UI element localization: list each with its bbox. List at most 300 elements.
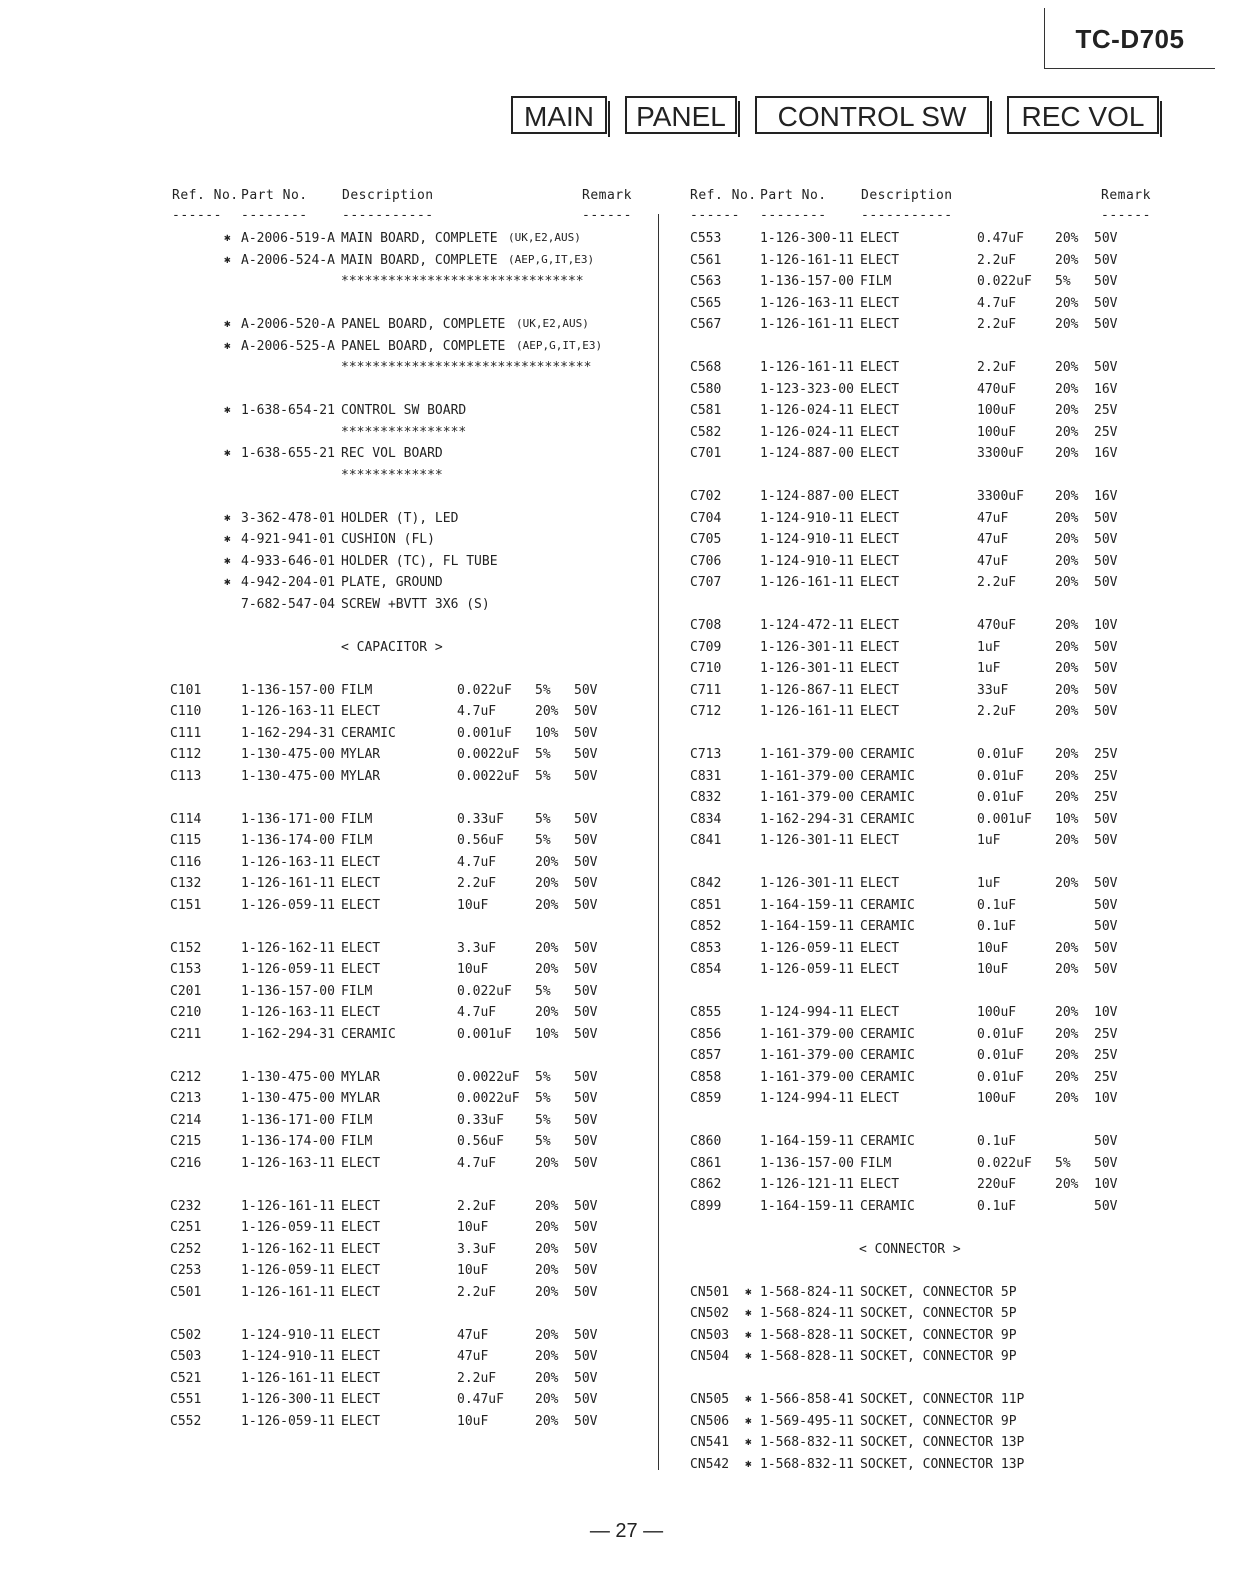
capacitor-row xyxy=(0,1392,658,1414)
ref-number: C232 xyxy=(170,1198,202,1214)
asterisk-mark: ✱ xyxy=(224,403,231,416)
part-type: ELECT xyxy=(341,1198,381,1214)
section-title: < CONNECTOR > xyxy=(859,1241,961,1257)
part-number: 1-126-059-11 xyxy=(241,897,335,913)
ref-number: C702 xyxy=(690,489,722,504)
part-type: ELECT xyxy=(860,532,900,547)
tolerance: 5% xyxy=(535,833,551,848)
spacer xyxy=(0,661,658,683)
voltage: 25V xyxy=(1094,403,1118,418)
voltage: 50V xyxy=(574,833,598,848)
ref-number: C113 xyxy=(170,768,202,784)
capacitance: 470uF xyxy=(977,618,1017,633)
part-type: ELECT xyxy=(860,489,900,504)
assembly-row xyxy=(0,360,658,382)
part-type: ELECT xyxy=(860,381,900,397)
part-type: MYLAR xyxy=(341,1069,381,1085)
ref-number: C708 xyxy=(690,618,722,633)
capacitance: 10uF xyxy=(457,1413,489,1429)
capacitance: 47uF xyxy=(977,510,1009,526)
part-number: 1-124-887-00 xyxy=(760,489,854,504)
ref-number: C112 xyxy=(170,747,202,762)
ref-number: C857 xyxy=(690,1048,722,1063)
capacitor-row xyxy=(0,1027,658,1049)
part-number: 1-136-171-00 xyxy=(241,1112,335,1128)
part-description: SOCKET, CONNECTOR 13P xyxy=(860,1456,1025,1472)
part-type: MYLAR xyxy=(341,1091,381,1106)
column-divider xyxy=(658,214,659,1470)
part-number: 1-126-059-11 xyxy=(241,1220,335,1235)
capacitor-row xyxy=(660,425,1253,447)
capacitance: 4.7uF xyxy=(457,704,497,719)
voltage: 25V xyxy=(1094,424,1118,440)
capacitor-row xyxy=(0,1113,658,1135)
capacitance: 2.2uF xyxy=(457,876,497,891)
tolerance: 20% xyxy=(1055,295,1079,311)
part-description: SOCKET, CONNECTOR 9P xyxy=(860,1413,1017,1429)
part-number: 1-136-157-00 xyxy=(241,682,335,698)
tolerance: 20% xyxy=(535,1241,559,1257)
capacitor-row xyxy=(660,575,1253,597)
part-number: 1-638-654-21 xyxy=(241,403,335,418)
part-type: ELECT xyxy=(341,1155,381,1171)
capacitor-row xyxy=(0,1091,658,1113)
part-type: ELECT xyxy=(860,704,900,719)
part-description: PLATE, GROUND xyxy=(341,575,443,590)
part-type: FILM xyxy=(341,1112,373,1128)
ref-number: C115 xyxy=(170,833,202,848)
part-type: FILM xyxy=(341,682,373,698)
ref-number: C713 xyxy=(690,747,722,762)
part-type: CERAMIC xyxy=(860,1134,915,1149)
ref-number: C832 xyxy=(690,790,722,805)
voltage: 50V xyxy=(574,1026,598,1042)
capacitance: 2.2uF xyxy=(457,1198,497,1214)
part-type: ELECT xyxy=(341,940,381,956)
header-rule: ------ xyxy=(172,208,222,223)
capacitance: 3300uF xyxy=(977,489,1024,504)
asterisk-mark: ✱ xyxy=(745,1284,752,1298)
spacer xyxy=(0,1048,658,1070)
tolerance: 20% xyxy=(1055,1091,1079,1106)
voltage: 50V xyxy=(574,1327,598,1343)
section-heading xyxy=(660,1242,1253,1264)
capacitance: 100uF xyxy=(977,424,1017,440)
part-type: FILM xyxy=(341,833,373,848)
capacitor-row xyxy=(0,1156,658,1178)
part-number: 1-126-161-11 xyxy=(760,252,854,268)
connector-row xyxy=(660,1457,1253,1479)
tolerance: 20% xyxy=(1055,231,1079,246)
voltage: 50V xyxy=(574,1349,598,1364)
ref-number: C152 xyxy=(170,940,202,956)
part-number: 1-126-161-11 xyxy=(760,575,854,590)
capacitance: 47uF xyxy=(457,1327,489,1343)
capacitance: 0.56uF xyxy=(457,833,504,848)
part-type: ELECT xyxy=(860,682,900,698)
section-heading xyxy=(0,640,658,662)
ref-number: C709 xyxy=(690,639,722,655)
voltage: 50V xyxy=(1094,575,1118,590)
capacitance: 100uF xyxy=(977,1005,1017,1020)
part-number: 1-568-824-11 xyxy=(760,1284,854,1300)
asterisk-mark: ✱ xyxy=(224,510,231,524)
board-label-panel: PANEL xyxy=(625,96,737,134)
part-number: 1-568-828-11 xyxy=(760,1349,854,1364)
part-description: CONTROL SW BOARD xyxy=(341,403,467,418)
voltage: 16V xyxy=(1094,489,1118,504)
capacitance: 0.47uF xyxy=(977,231,1024,246)
capacitor-row xyxy=(660,360,1253,382)
spacer xyxy=(660,726,1253,748)
tolerance: 20% xyxy=(535,704,559,719)
voltage: 10V xyxy=(1094,1177,1118,1192)
part-number: 1-126-163-11 xyxy=(241,1005,335,1020)
part-number: 1-638-655-21 xyxy=(241,446,335,461)
part-type: ELECT xyxy=(341,897,381,913)
ref-number: C565 xyxy=(690,295,722,311)
ref-number: C211 xyxy=(170,1026,202,1042)
part-number: 1-136-174-00 xyxy=(241,833,335,848)
tolerance: 20% xyxy=(1055,1026,1079,1042)
voltage: 25V xyxy=(1094,1069,1118,1085)
capacitance: 10uF xyxy=(457,1220,489,1235)
ref-number: C580 xyxy=(690,381,722,397)
capacitance: 0.001uF xyxy=(457,1026,512,1042)
part-number: 1-136-157-00 xyxy=(241,983,335,999)
voltage: 50V xyxy=(1094,833,1118,848)
ref-number: C831 xyxy=(690,768,722,784)
part-number: 1-126-162-11 xyxy=(241,940,335,956)
capacitance: 0.0022uF xyxy=(457,768,520,784)
ref-number: C859 xyxy=(690,1091,722,1106)
part-type: ELECT xyxy=(860,510,900,526)
header-desc: Description xyxy=(861,188,953,203)
voltage: 50V xyxy=(574,1263,598,1278)
spacer xyxy=(660,1220,1253,1242)
ref-number: C253 xyxy=(170,1263,202,1278)
capacitor-row xyxy=(660,876,1253,898)
voltage: 50V xyxy=(1094,252,1118,268)
part-description: SOCKET, CONNECTOR 13P xyxy=(860,1435,1025,1450)
tolerance: 20% xyxy=(535,1284,559,1300)
voltage: 25V xyxy=(1094,790,1118,805)
tolerance: 5% xyxy=(535,1112,551,1128)
voltage: 50V xyxy=(1094,510,1118,526)
ref-number: C551 xyxy=(170,1392,202,1407)
capacitance: 0.01uF xyxy=(977,768,1024,784)
part-type: ELECT xyxy=(341,962,381,977)
ref-number: C842 xyxy=(690,876,722,891)
voltage: 50V xyxy=(574,897,598,913)
part-type: ELECT xyxy=(341,704,381,719)
spacer xyxy=(660,855,1253,877)
capacitor-row xyxy=(660,1005,1253,1027)
voltage: 50V xyxy=(1094,876,1118,891)
part-number: 1-136-174-00 xyxy=(241,1134,335,1149)
voltage: 50V xyxy=(574,747,598,762)
voltage: 50V xyxy=(1094,919,1118,934)
part-type: ELECT xyxy=(341,876,381,891)
ref-number: C841 xyxy=(690,833,722,848)
ref-number: C862 xyxy=(690,1177,722,1192)
voltage: 50V xyxy=(1094,295,1118,311)
tolerance: 20% xyxy=(535,1392,559,1407)
part-type: CERAMIC xyxy=(860,1198,915,1214)
part-type: FILM xyxy=(341,811,373,827)
part-number: 1-164-159-11 xyxy=(760,897,854,913)
capacitance: 2.2uF xyxy=(977,317,1017,332)
part-description: SOCKET, CONNECTOR 5P xyxy=(860,1284,1017,1300)
ref-number: C153 xyxy=(170,962,202,977)
tolerance: 5% xyxy=(535,747,551,762)
part-description: MAIN BOARD, COMPLETE xyxy=(341,252,498,268)
part-type: ELECT xyxy=(860,553,900,569)
voltage: 50V xyxy=(1094,1198,1118,1214)
tolerance: 5% xyxy=(1055,1155,1071,1171)
capacitance: 3.3uF xyxy=(457,940,497,956)
capacitor-row xyxy=(0,833,658,855)
ref-number: C568 xyxy=(690,360,722,375)
capacitance: 0.0022uF xyxy=(457,1069,520,1085)
spacer xyxy=(660,984,1253,1006)
capacitor-row xyxy=(0,1134,658,1156)
tolerance: 20% xyxy=(1055,833,1079,848)
part-number: 1-126-163-11 xyxy=(241,704,335,719)
part-number: 1-126-301-11 xyxy=(760,639,854,655)
voltage: 50V xyxy=(1094,274,1118,289)
part-number: 1-126-300-11 xyxy=(241,1392,335,1407)
part-type: ELECT xyxy=(341,1220,381,1235)
part-description: ******************************** xyxy=(341,360,592,375)
part-number: 1-161-379-00 xyxy=(760,1026,854,1042)
right-parts-list xyxy=(660,231,1253,1478)
capacitor-row xyxy=(660,1199,1253,1221)
ref-number: C214 xyxy=(170,1112,202,1128)
part-number: 1-124-887-00 xyxy=(760,446,854,461)
capacitance: 47uF xyxy=(977,553,1009,569)
spacer xyxy=(660,1371,1253,1393)
tolerance: 20% xyxy=(1055,489,1079,504)
capacitance: 0.0022uF xyxy=(457,1091,520,1106)
section-title: < CAPACITOR > xyxy=(341,639,443,655)
capacitance: 0.001uF xyxy=(977,811,1032,827)
voltage: 50V xyxy=(574,1069,598,1085)
capacitance: 0.1uF xyxy=(977,897,1017,913)
part-number: 4-921-941-01 xyxy=(241,532,335,547)
ref-number: C707 xyxy=(690,575,722,590)
ref-number: C552 xyxy=(170,1413,202,1429)
voltage: 25V xyxy=(1094,768,1118,784)
tolerance: 5% xyxy=(1055,274,1071,289)
voltage: 50V xyxy=(574,1370,598,1386)
destination-note: (UK,E2,AUS) xyxy=(508,231,581,244)
capacitor-row xyxy=(660,511,1253,533)
capacitor-row xyxy=(660,812,1253,834)
part-number: 1-162-294-31 xyxy=(241,725,335,741)
voltage: 25V xyxy=(1094,747,1118,762)
part-type: CERAMIC xyxy=(860,1048,915,1063)
ref-number: C567 xyxy=(690,317,722,332)
part-number: 1-130-475-00 xyxy=(241,1069,335,1085)
ref-number: C216 xyxy=(170,1155,202,1171)
part-number: 1-568-828-11 xyxy=(760,1327,854,1343)
voltage: 50V xyxy=(1094,317,1118,332)
part-number: 1-126-059-11 xyxy=(760,940,854,956)
ref-number: C855 xyxy=(690,1005,722,1020)
part-type: MYLAR xyxy=(341,768,381,784)
capacitor-row xyxy=(0,747,658,769)
part-number: 1-130-475-00 xyxy=(241,1091,335,1106)
part-number: 1-123-323-00 xyxy=(760,381,854,397)
tolerance: 5% xyxy=(535,1091,551,1106)
capacitor-row xyxy=(660,661,1253,683)
capacitance: 2.2uF xyxy=(457,1284,497,1300)
capacitor-row xyxy=(0,1414,658,1436)
ref-number: CN502 xyxy=(690,1306,730,1321)
part-number: 7-682-547-04 xyxy=(241,596,335,612)
part-number: A-2006-524-A xyxy=(241,252,335,268)
assembly-row xyxy=(0,231,658,253)
page-number: — 27 — xyxy=(589,1520,664,1542)
tolerance: 20% xyxy=(535,1155,559,1171)
capacitance: 0.33uF xyxy=(457,811,504,827)
capacitor-row xyxy=(660,1091,1253,1113)
part-number: 1-126-300-11 xyxy=(760,231,854,246)
ref-number: C521 xyxy=(170,1370,202,1386)
asterisk-mark: ✱ xyxy=(224,338,231,352)
ref-number: C116 xyxy=(170,854,202,870)
tolerance: 20% xyxy=(1055,661,1079,676)
capacitor-row xyxy=(660,833,1253,855)
ref-number: C252 xyxy=(170,1241,202,1257)
capacitor-row xyxy=(660,489,1253,511)
capacitance: 0.022uF xyxy=(977,1155,1032,1171)
voltage: 50V xyxy=(1094,940,1118,956)
capacitor-row xyxy=(660,532,1253,554)
capacitance: 0.1uF xyxy=(977,1198,1017,1214)
tolerance: 20% xyxy=(1055,575,1079,590)
voltage: 50V xyxy=(1094,360,1118,375)
ref-number: C705 xyxy=(690,532,722,547)
capacitance: 47uF xyxy=(457,1349,489,1364)
part-number: 1-126-161-11 xyxy=(241,1198,335,1214)
voltage: 50V xyxy=(574,682,598,698)
capacitance: 100uF xyxy=(977,403,1017,418)
asterisk-mark: ✱ xyxy=(224,317,231,330)
capacitor-row xyxy=(0,962,658,984)
part-type: ELECT xyxy=(860,962,900,977)
capacitance: 0.01uF xyxy=(977,1026,1024,1042)
capacitance: 220uF xyxy=(977,1177,1017,1192)
assembly-row xyxy=(0,317,658,339)
asterisk-mark: ✱ xyxy=(745,1327,752,1341)
tolerance: 20% xyxy=(1055,532,1079,547)
assembly-row xyxy=(0,468,658,490)
part-description: PANEL BOARD, COMPLETE xyxy=(341,338,506,354)
part-description: REC VOL BOARD xyxy=(341,446,443,461)
connector-row xyxy=(660,1349,1253,1371)
part-number: A-2006-519-A xyxy=(241,231,335,246)
ref-number: C251 xyxy=(170,1220,202,1235)
tolerance: 20% xyxy=(1055,360,1079,375)
part-type: CERAMIC xyxy=(860,811,915,827)
part-number: 1-161-379-00 xyxy=(760,1048,854,1063)
ref-number: C110 xyxy=(170,704,202,719)
voltage: 50V xyxy=(1094,553,1118,569)
capacitor-row xyxy=(0,1070,658,1092)
capacitor-row xyxy=(0,984,658,1006)
asterisk-mark: ✱ xyxy=(224,252,231,266)
tolerance: 20% xyxy=(1055,424,1079,440)
capacitor-row xyxy=(660,769,1253,791)
capacitor-row xyxy=(0,1220,658,1242)
ref-number: C710 xyxy=(690,661,722,676)
part-type: ELECT xyxy=(860,403,900,418)
capacitance: 10uF xyxy=(977,962,1009,977)
left-parts-list xyxy=(0,231,658,1435)
part-number: 1-136-171-00 xyxy=(241,811,335,827)
voltage: 50V xyxy=(574,962,598,977)
assembly-row xyxy=(0,339,658,361)
tolerance: 20% xyxy=(1055,876,1079,891)
capacitor-row xyxy=(660,382,1253,404)
part-type: FILM xyxy=(860,1155,892,1171)
capacitance: 10uF xyxy=(457,1263,489,1278)
tolerance: 20% xyxy=(1055,940,1079,956)
tolerance: 20% xyxy=(535,940,559,956)
capacitor-row xyxy=(660,253,1253,275)
part-number: 1-124-994-11 xyxy=(760,1005,854,1020)
part-number: 1-126-163-11 xyxy=(760,295,854,311)
board-label-main: MAIN xyxy=(511,96,607,134)
capacitor-row xyxy=(660,919,1253,941)
capacitor-row xyxy=(660,231,1253,253)
capacitance: 3300uF xyxy=(977,446,1024,461)
header-rule: -------- xyxy=(760,208,827,223)
tolerance: 20% xyxy=(1055,618,1079,633)
spacer xyxy=(660,597,1253,619)
part-description: CUSHION (FL) xyxy=(341,532,435,547)
tolerance: 5% xyxy=(535,682,551,698)
capacitor-row xyxy=(0,1285,658,1307)
part-number: 1-136-157-00 xyxy=(760,1155,854,1171)
part-number: 1-161-379-00 xyxy=(760,747,854,762)
tolerance: 20% xyxy=(535,1198,559,1214)
part-number: 1-126-301-11 xyxy=(760,833,854,848)
voltage: 16V xyxy=(1094,381,1118,397)
tolerance: 20% xyxy=(1055,639,1079,655)
voltage: 10V xyxy=(1094,1091,1118,1106)
model-number: TC-D705 xyxy=(1044,8,1215,69)
voltage: 50V xyxy=(574,876,598,891)
header-rule: ----------- xyxy=(342,208,434,223)
part-type: ELECT xyxy=(341,1349,381,1364)
ref-number: CN541 xyxy=(690,1435,730,1450)
capacitor-row xyxy=(0,855,658,877)
capacitance: 4.7uF xyxy=(457,1155,497,1171)
asterisk-mark: ✱ xyxy=(224,532,231,545)
header-part: Part No. xyxy=(241,188,308,203)
asterisk-mark: ✱ xyxy=(224,231,231,244)
part-number: 1-569-495-11 xyxy=(760,1413,854,1429)
part-type: ELECT xyxy=(341,854,381,870)
ref-number: C582 xyxy=(690,424,722,440)
capacitor-row xyxy=(0,876,658,898)
part-number: 1-126-163-11 xyxy=(241,854,335,870)
part-number: 1-126-024-11 xyxy=(760,424,854,440)
tolerance: 20% xyxy=(1055,682,1079,698)
